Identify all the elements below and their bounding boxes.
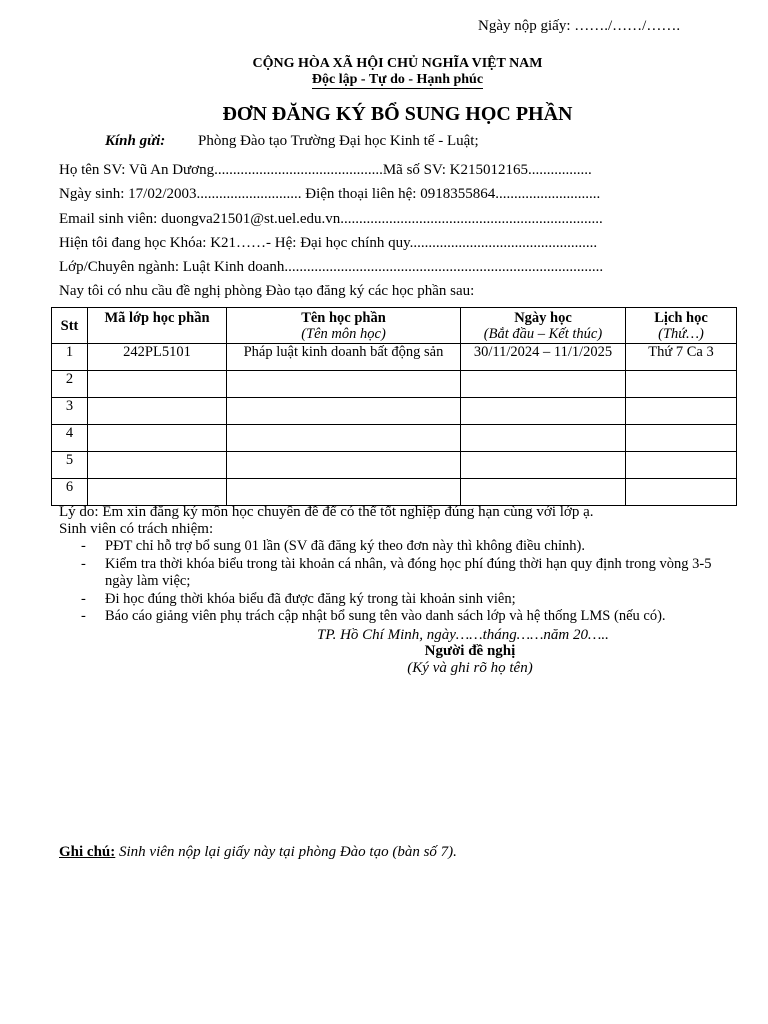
header-dates: Ngày học (Bắt đầu – Kết thúc) [461,308,626,344]
cell-schedule [626,371,737,398]
request-text: Nay tôi có nhu cầu đề nghị phòng Đào tạo đăng ký các học phần sau: [59,283,475,299]
reason-text: Lý do: Em xin đăng ký môn học chuyên đề để có thể tốt nghiệp đúng hạn cùng với lớp ạ. [59,504,594,520]
cell-dates [461,452,626,479]
cell-stt: 6 [52,479,88,506]
cell-stt: 1 [52,344,88,371]
list-item: - PĐT chỉ hỗ trợ bổ sung 01 lần (SV đã đăng ký theo đơn này thì không điều chỉnh). [81,538,585,554]
country-name: CỘNG HÒA XÃ HỘI CHỦ NGHĨA VIỆT NAM [252,56,543,71]
table-row [52,371,737,398]
birthdate-phone-line: Ngày sinh: 17/02/2003............................ Điện thoại liên hệ: 0918355864............................ [59,186,601,202]
addressee-label: Kính gửi: [105,133,166,149]
cell-schedule [626,479,737,506]
header-schedule: Lịch học (Thứ…) [626,308,737,344]
cell-schedule [626,452,737,479]
cell-class-code [88,425,227,452]
cell-course-name [227,425,461,452]
cell-class-code [88,371,227,398]
cell-schedule: Thứ 7 Ca 3 [626,344,737,371]
cell-dates [461,479,626,506]
cell-dates [461,398,626,425]
duties-list [81,538,731,626]
cell-course-name [227,452,461,479]
addressee-value: Phòng Đào tạo Trường Đại học Kinh tế - Luật; [198,133,479,149]
course-table [51,307,737,506]
email-line: Email sinh viên: duongva21501@st.uel.edu.vn...................................................................... [59,211,603,227]
list-item: - Kiểm tra thời khóa biểu trong tài khoản cá nhân, và đóng học phí đúng thời hạn quy định trong vòng 3-5 ngày làm việc; [81,555,712,589]
cell-schedule [626,425,737,452]
student-name-id-line: Họ tên SV: Vũ An Dương.............................................Mã số SV: K215012165................. [59,162,592,178]
table-header-row [52,308,737,344]
cell-stt: 3 [52,398,88,425]
cell-course-name [227,479,461,506]
cell-class-code: 242PL5101 [88,344,227,371]
cell-dates: 30/11/2024 – 11/1/2025 [461,344,626,371]
list-item: - Đi học đúng thời khóa biểu đã được đăng ký trong tài khoản sinh viên; [81,590,516,607]
major-line: Lớp/Chuyên ngành: Luật Kinh doanh..................................................................................... [59,259,604,275]
place-date: TP. Hồ Chí Minh, ngày……tháng……năm 20….. [317,627,609,643]
table-row [52,452,737,479]
signature-hint: (Ký và ghi rõ họ tên) [407,660,533,676]
header-stt: Stt [52,308,88,344]
table-row [52,344,737,371]
note-text: Sinh viên nộp lại giấy này tại phòng Đào tạo (bàn số 7). [119,844,457,860]
cell-course-name [227,398,461,425]
header-class-code: Mã lớp học phần [88,308,227,344]
cell-class-code [88,398,227,425]
cell-class-code [88,452,227,479]
form-title: ĐƠN ĐĂNG KÝ BỔ SUNG HỌC PHẦN [222,103,573,125]
cell-dates [461,371,626,398]
note-label: Ghi chú: [59,844,116,860]
cell-stt: 2 [52,371,88,398]
submission-date: Ngày nộp giấy: ……./……/……. [478,18,681,34]
cell-course-name: Pháp luật kinh doanh bất động sản [227,344,461,371]
cell-dates [461,425,626,452]
cell-schedule [626,398,737,425]
cell-stt: 4 [52,425,88,452]
footer-note [59,844,457,861]
course-cohort-line: Hiện tôi đang học Khóa: K21……- Hệ: Đại học chính quy.................................................. [59,235,598,251]
header-course-name: Tên học phần (Tên môn học) [227,308,461,344]
table-row [52,425,737,452]
cell-class-code [88,479,227,506]
table-row [52,398,737,425]
table-row [52,479,737,506]
duties-heading: Sinh viên có trách nhiệm: [59,521,214,537]
list-item: - Báo cáo giảng viên phụ trách cập nhật bổ sung tên vào danh sách lớp và hệ thống LMS (nếu có). [81,608,666,624]
cell-course-name [227,371,461,398]
signer-title: Người đề nghị [424,643,516,659]
national-motto [0,72,768,88]
cell-stt: 5 [52,452,88,479]
motto-text: Độc lập - Tự do - Hạnh phúc [311,72,484,87]
